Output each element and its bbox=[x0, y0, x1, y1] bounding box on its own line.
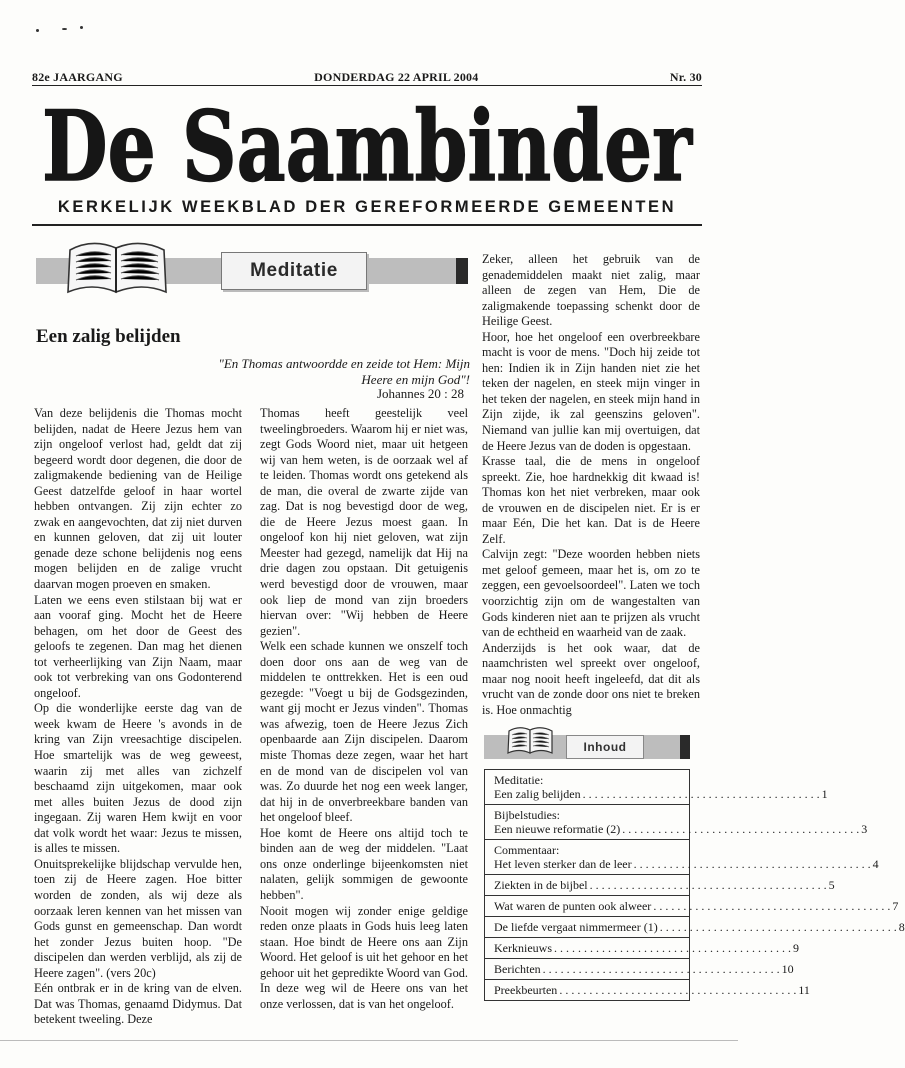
masthead-subtitle: KERKELIJK WEEKBLAD DER GEREFORMEERDE GEMEENTEN bbox=[57, 198, 677, 216]
bible-reference: Johannes 20 : 28 bbox=[376, 386, 464, 401]
toc-item[interactable] bbox=[485, 770, 828, 805]
open-book-icon bbox=[506, 721, 554, 755]
subtitle-rule bbox=[32, 224, 702, 226]
toc-leader-dots bbox=[634, 857, 871, 871]
toc-item-title: Kerknieuws bbox=[494, 941, 552, 955]
toc-item-title: Een nieuwe reformatie (2) bbox=[494, 822, 621, 836]
issue-date: DONDERDAG 22 APRIL 2004 bbox=[314, 70, 479, 84]
toc-item-page: 9 bbox=[792, 941, 799, 955]
toc-item-page: 3 bbox=[861, 822, 868, 836]
toc-item-category: Commentaar: bbox=[494, 843, 560, 857]
banner-end-block bbox=[456, 258, 468, 284]
toc-item[interactable] bbox=[485, 805, 868, 840]
article-column-2: Thomas heeft geestelijk veel tweelingbroeders. Waarom hij er niet was, zegt Gods Woord niet, maar uit hetgeen wij van hem weten, is de oorzaak wel af te leiden. Thomas wordt ons getekend als de man, die overal de zwarte zijde van zag. Dat is nog bevestigd door de weg, die de Heere Jezus moest gaan. In ongeloof kon hij niet geloven, wat zijn Meester had gezegd, namelijk dat Hij na drie dagen zou opstaan. Dit getuigenis werd bevestigd door de vrouwen, maar ook liep de mond van zijn broeders hiervan over: "Wij hebben de Heere gezien". Welk een schade kunnen we onszelf toch doen door ons aan de weg van de middelen te onttrekken. Het is een oud gezegde: "Voegt u bij de Godsgezinden, want gij mocht er Jezus vinden". Thomas was afwezig, toen de Heere Jezus Zich openbaarde aan Zijn discipelen. Daarom miste Thomas deze zegen, waar het hart en de mond van de discipelen vol van was. Zo duurde het nog een week langer, dat hij in de onverbreekbare banden van het ongeloof bleef. Hoe komt de Heere ons altijd toch te binden aan de weg der middelen. "Laat ons onze onderlinge bijeenkomsten niet nalaten, gelijk sommigen de gewoonte hebben". Nooit mogen wij zonder enige geldige reden onze plaats in Gods huis leeg laten staan. Hoe bindt de Heere ons aan Zijn Woord. Het geloof is uit het gehoor en het gehoor uit het gepredikte Woord van God. In deze weg wil de Heere ons van het onze verlossen, dat is van het ongeloof. bbox=[260, 406, 468, 1011]
toc-item[interactable] bbox=[485, 959, 794, 980]
article-column-1: Van deze belijdenis die Thomas mocht belijden, nadat de Heere Jezus hem van zijn ongeloof verlost had, geldt dat zij begeerd wordt door degenen, die door de zaligmakende bediening van de Heilige Geest datzelfde geloof in haar wortel hebben ontvangen. Zij zijn echter zo zwak en aangevochten, dat zij niet durven en kunnen geloven, dat zij uit louter genade deze schone belijdenis nog eens mogen belijden en de zalige vrucht daarvan mogen proeven en smaken. Laten we eens even stilstaan bij wat er aan vooraf ging. Mocht het de Heere behagen, om het door de Geest des geloofs te zegenen. Dan mag het dienen tot verheerlijking van Zijn Naam, maar ook tot verbreking van ons Godonterend ongeloof. Op die wonderlijke eerste dag van de week kwam de Heere 's avonds in de kring van Zijn vreesachtige discipelen. Hoe smartelijk was de weg geweest, waarin zij met alles van zichzelf beschaamd zijn uitgekomen, maar ook met alles buiten Jezus de dood zijn ingegaan. Zij waren Hem kwijt en voor dat volk wordt het waar: Jezus te missen, is alles te missen. Onuitsprekelijke blijdschap vervulde hen, toen zij de Heere zagen. Hoe bitter worden de zonden, als wij deze als oorzaak leren kennen van het missen van Gods gunst en gemeenschap. Dan wordt het zonder Jezus buiten hoop. "De discipelen dan werden verblijd, als zij de Heere zagen". (vers 20c) Eén ontbrak er in de kring van de elven. Dat was Thomas, genaamd Didymus. Dat betekent tweeling. Deze bbox=[34, 406, 242, 1027]
toc-item-page: 4 bbox=[872, 857, 879, 871]
toc-item-title: Wat waren de punten ook alweer bbox=[494, 899, 652, 913]
toc-list bbox=[484, 769, 905, 1001]
article-quote: "En Thomas antwoordde en zeide tot Hem: Mijn Heere en mijn God"! bbox=[218, 356, 470, 387]
volume-label: 82e JAARGANG bbox=[32, 70, 123, 84]
toc-item-page: 11 bbox=[798, 983, 810, 997]
masthead-logo bbox=[32, 88, 702, 203]
toc-item-title: Berichten bbox=[494, 962, 541, 976]
section-label: Meditatie bbox=[221, 252, 367, 290]
masthead bbox=[32, 88, 702, 203]
masthead-title: De Saambinder bbox=[42, 90, 694, 203]
toc-heading: Inhoud bbox=[566, 735, 644, 759]
open-book-icon bbox=[64, 234, 170, 296]
toc-item[interactable] bbox=[485, 917, 905, 938]
header-rule bbox=[32, 85, 702, 86]
table-of-contents bbox=[484, 735, 905, 1001]
toc-item-title: Ziekten in de bijbel bbox=[494, 878, 588, 892]
toc-item-page: 8 bbox=[898, 920, 905, 934]
issue-number: Nr. 30 bbox=[669, 70, 702, 84]
toc-leader-dots bbox=[622, 822, 859, 836]
toc-item[interactable] bbox=[485, 875, 835, 896]
toc-leader-dots bbox=[660, 920, 897, 934]
toc-item-title: Het leven sterker dan de leer bbox=[494, 857, 632, 871]
toc-item-title: Een zalig belijden bbox=[494, 787, 581, 801]
toc-item[interactable] bbox=[485, 980, 810, 1000]
article-title: Een zalig belijden bbox=[36, 326, 181, 347]
toc-item[interactable] bbox=[485, 840, 879, 875]
toc-item[interactable] bbox=[485, 896, 899, 917]
toc-leader-dots bbox=[554, 941, 791, 955]
bottom-rule bbox=[0, 1040, 738, 1041]
toc-leader-dots bbox=[583, 787, 820, 801]
toc-leader-dots bbox=[543, 962, 780, 976]
toc-item-category: Bijbelstudies: bbox=[494, 808, 560, 822]
article-column-3: Zeker, alleen het gebruik van de genademiddelen maakt niet zalig, maar alleen de zegen van Hem, Die de zaligmakende toepassing schenkt door de Heilige Geest. Hoor, hoe het ongeloof een overbreekbare macht is voor de mens. "Doch hij zeide tot hen: Indien ik in Zijn handen niet zie het teken der nagelen, en steek mijn vinger in het teken der nagelen, en steek mijn hand in Zijn zijde, ik zal geenszins geloven". Niemand van jullie kan mij overtuigen, dat de Heere Jezus van de doden is opgestaan. Krasse taal, die de mens in ongeloof spreekt. Zie, hoe hardnekkig dit kwaad is! Thomas kon het niet verbreken, maar ook de vrouwen en de discipelen niet. Er is er maar Eén, Die het kan. Dat is de Heere Zelf. Calvijn zegt: "Deze woorden hebben niets met geloof gemeen, maar het is, om zo te zeggen, een gevoelsoordeel". Laten we toch voorzichtig zijn om de wangestalten van Gods kinderen niet aan te prijzen als vrucht van de echtheid en waarheid van de zaak. Anderzijds is het ook waar, dat de naamchristen wel spreekt over ongeloof, maar nog nooit heeft ingeleefd, dat dit als vrucht van de zonde door ons niet te breken is. Hoe onmachtig bbox=[482, 252, 700, 717]
toc-item-page: 10 bbox=[781, 962, 794, 976]
toc-item-page: 5 bbox=[828, 878, 835, 892]
toc-item[interactable] bbox=[485, 938, 799, 959]
toc-item-category: Meditatie: bbox=[494, 773, 544, 787]
toc-leader-dots bbox=[653, 899, 890, 913]
toc-item-title: De liefde vergaat nimmermeer (1) bbox=[494, 920, 658, 934]
header-info-line bbox=[32, 70, 702, 85]
toc-end-block bbox=[680, 735, 690, 759]
toc-item-title: Preekbeurten bbox=[494, 983, 558, 997]
toc-item-page: 7 bbox=[892, 899, 899, 913]
toc-leader-dots bbox=[559, 983, 796, 997]
toc-leader-dots bbox=[590, 878, 827, 892]
toc-item-page: 1 bbox=[821, 787, 828, 801]
print-specks bbox=[36, 26, 96, 36]
